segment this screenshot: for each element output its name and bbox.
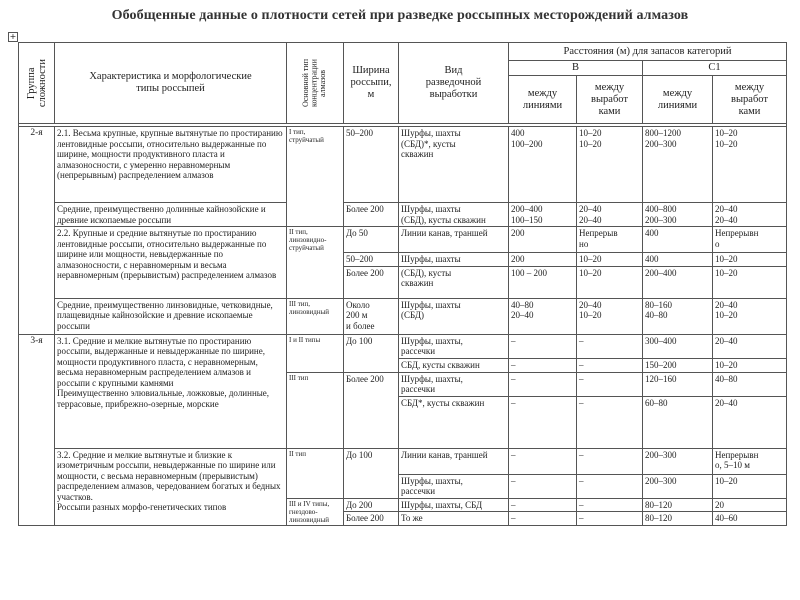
cell-width: 50–200 <box>344 253 399 267</box>
cell-characteristic: 2.1. Весьма крупные, крупные вытянутые по простиранию лентовидные россыпи, относительно выдержанные по ширине, мощности продуктивного пласта и алмазоносности, с умеренно неравномерным (непрерывным) распределением алмазов <box>55 127 287 203</box>
cell-concentration: I тип, струйчатый <box>287 127 344 227</box>
header-c1-workings: между выработ ками <box>713 76 787 124</box>
cell-b-lines: – <box>509 358 577 372</box>
cell-c1-workings: 20 <box>713 498 787 512</box>
cell-b-workings: – <box>577 396 643 448</box>
cell-b-workings: – <box>577 512 643 526</box>
cell-characteristic: 2.2. Крупные и средние вытянутые по простиранию лентовидные россыпи, относительно выдержанные по ширине или мощности, невыдержанные по алмазоносности, с неравномерным и весьма неравномерным (прерывистым) распределением алмазов <box>55 227 287 299</box>
cell-b-workings: – <box>577 372 643 396</box>
header-width: Ширина россыпи, м <box>344 43 399 124</box>
cell-concentration: I и II типы <box>287 334 344 372</box>
cell-working: Шурфы, шахты, рассечки <box>399 474 509 498</box>
table-row <box>19 127 787 203</box>
cell-b-workings: 10–20 <box>577 266 643 298</box>
cell-b-workings: – <box>577 448 643 474</box>
cell-c1-lines: 200–300 <box>643 474 713 498</box>
cell-characteristic: 3.2. Средние и мелкие вытянутые и близкие к изометричным россыпи, невыдержанные по ширине или мощности, с весьма неравномерным (прерывистым) распределением алмазов, чередованием богатых и бедных участков. Россыпи разных морфо-генетических типов <box>55 448 287 525</box>
cell-c1-lines: 120–160 <box>643 372 713 396</box>
cell-c1-lines: 400–800 200–300 <box>643 203 713 227</box>
cell-concentration: II тип, линзовидно- струйчатый <box>287 227 344 299</box>
header-b-lines: между линиями <box>509 76 577 124</box>
cell-b-lines: – <box>509 474 577 498</box>
cell-b-workings: 10–20 <box>577 253 643 267</box>
cell-c1-lines: 400 <box>643 253 713 267</box>
cell-b-lines: – <box>509 448 577 474</box>
cell-b-lines: 200 <box>509 253 577 267</box>
cell-c1-lines: 60–80 <box>643 396 713 448</box>
cell-concentration: III тип <box>287 372 344 448</box>
cell-characteristic: Средние, преимущественно долинные кайнозойские и древние ископаемые россыпи <box>55 203 287 227</box>
table-row <box>19 298 787 334</box>
cell-b-workings: 20–40 20–40 <box>577 203 643 227</box>
cell-characteristic: Средние, преимущественно линзовидные, четковидные, плащевидные кайнозойские и древние ископаемые россыпи <box>55 298 287 334</box>
header-distances: Расстояния (м) для запасов категорий <box>509 43 787 61</box>
cell-width: До 100 <box>344 448 399 498</box>
cell-b-lines: 200 <box>509 227 577 253</box>
cell-b-lines: – <box>509 396 577 448</box>
cell-c1-workings: 20–40 <box>713 334 787 358</box>
cell-b-workings: – <box>577 358 643 372</box>
cell-c1-lines: 300–400 <box>643 334 713 358</box>
cell-b-lines: – <box>509 372 577 396</box>
cell-working: То же <box>399 512 509 526</box>
cell-working: Шурфы, шахты (СБД)*, кусты скважин <box>399 127 509 203</box>
cell-b-workings: 20–40 10–20 <box>577 298 643 334</box>
header-c1-lines: между линиями <box>643 76 713 124</box>
cell-width: Более 200 <box>344 203 399 227</box>
cell-b-lines: 400 100–200 <box>509 127 577 203</box>
cell-working: Линии канав, траншей <box>399 227 509 253</box>
cell-c1-workings: 40–60 <box>713 512 787 526</box>
cell-b-lines: – <box>509 512 577 526</box>
cell-width: 50–200 <box>344 127 399 203</box>
cell-b-lines: 200–400 100–150 <box>509 203 577 227</box>
cell-c1-workings: Непрерывн о <box>713 227 787 253</box>
table-row <box>19 203 787 227</box>
cell-working: (СБД), кусты скважин <box>399 266 509 298</box>
cell-b-lines: – <box>509 498 577 512</box>
cell-working: Линии канав, траншей <box>399 448 509 474</box>
cell-characteristic: 3.1. Средние и мелкие вытянутые по простиранию россыпи, выдержанные и невыдержанные по ширине, мощности продуктивного пласта, с неравномерным, весьма неравномерным распределением алмазов и россыпи с крупными камнями Преимущественно элювиальные, ложковые, долинные, террасовые, прибрежно-озерные, морские <box>55 334 287 448</box>
cell-width: Более 200 <box>344 512 399 526</box>
cell-b-lines: – <box>509 334 577 358</box>
cell-working: Шурфы, шахты <box>399 253 509 267</box>
cell-width: До 200 <box>344 498 399 512</box>
cell-c1-lines: 150–200 <box>643 358 713 372</box>
cell-concentration: III тип, линзовидный <box>287 298 344 334</box>
group-2: 2-я <box>19 127 55 335</box>
cell-b-workings: – <box>577 474 643 498</box>
cell-working: Шурфы, шахты, СБД <box>399 498 509 512</box>
cell-c1-lines: 80–120 <box>643 498 713 512</box>
cell-c1-workings: 20–40 10–20 <box>713 298 787 334</box>
cell-c1-workings: 20–40 <box>713 396 787 448</box>
cell-c1-lines: 800–1200 200–300 <box>643 127 713 203</box>
cell-b-lines: 100 – 200 <box>509 266 577 298</box>
table-row <box>19 227 787 253</box>
group-3: 3-я <box>19 334 55 525</box>
header-concentration: Основной тип концентрации алмазов <box>287 43 344 124</box>
cell-c1-workings: Непрерывн о, 5–10 м <box>713 448 787 474</box>
cell-width: Около 200 м и более <box>344 298 399 334</box>
cell-width: До 50 <box>344 227 399 253</box>
cell-width: До 100 <box>344 334 399 372</box>
plus-square-icon[interactable]: + <box>9 32 17 41</box>
cell-b-workings: – <box>577 498 643 512</box>
cell-b-workings: – <box>577 334 643 358</box>
cell-working: Шурфы, шахты, рассечки <box>399 334 509 358</box>
cell-c1-lines: 200–400 <box>643 266 713 298</box>
cell-c1-workings: 10–20 <box>713 266 787 298</box>
cell-working: СБД, кусты скважин <box>399 358 509 372</box>
cell-c1-workings: 40–80 <box>713 372 787 396</box>
cell-c1-lines: 400 <box>643 227 713 253</box>
cell-c1-lines: 80–160 40–80 <box>643 298 713 334</box>
cell-width: Более 200 <box>344 266 399 298</box>
density-table <box>18 42 787 526</box>
cell-c1-lines: 80–120 <box>643 512 713 526</box>
header-b-workings: между выработ ками <box>577 76 643 124</box>
cell-b-lines: 40–80 20–40 <box>509 298 577 334</box>
cell-c1-lines: 200–300 <box>643 448 713 474</box>
header-cat-c1: C1 <box>643 61 787 76</box>
cell-c1-workings: 10–20 <box>713 474 787 498</box>
cell-b-workings: Непрерыв но <box>577 227 643 253</box>
cell-c1-workings: 10–20 <box>713 253 787 267</box>
page-title: Обобщенные данные о плотности сетей при разведке россыпных месторождений алмазов <box>111 8 689 23</box>
header-group: Группа сложности <box>19 43 55 124</box>
cell-working: Шурфы, шахты (СБД) <box>399 298 509 334</box>
cell-working: СБД*, кусты скважин <box>399 396 509 448</box>
cell-concentration: III и IV типы, гнездово- линзовидный <box>287 498 344 525</box>
header-cat-b: B <box>509 61 643 76</box>
cell-concentration: II тип <box>287 448 344 498</box>
table-row <box>19 334 787 358</box>
cell-b-workings: 10–20 10–20 <box>577 127 643 203</box>
header-characteristic: Характеристика и морфологические типы россыпей <box>55 43 287 124</box>
cell-width: Более 200 <box>344 372 399 448</box>
table-row <box>19 448 787 474</box>
cell-working: Шурфы, шахты, рассечки <box>399 372 509 396</box>
cell-c1-workings: 20–40 20–40 <box>713 203 787 227</box>
cell-c1-workings: 10–20 <box>713 358 787 372</box>
header-working: Вид разведочной выработки <box>399 43 509 124</box>
cell-working: Шурфы, шахты (СБД), кусты скважин <box>399 203 509 227</box>
cell-c1-workings: 10–20 10–20 <box>713 127 787 203</box>
